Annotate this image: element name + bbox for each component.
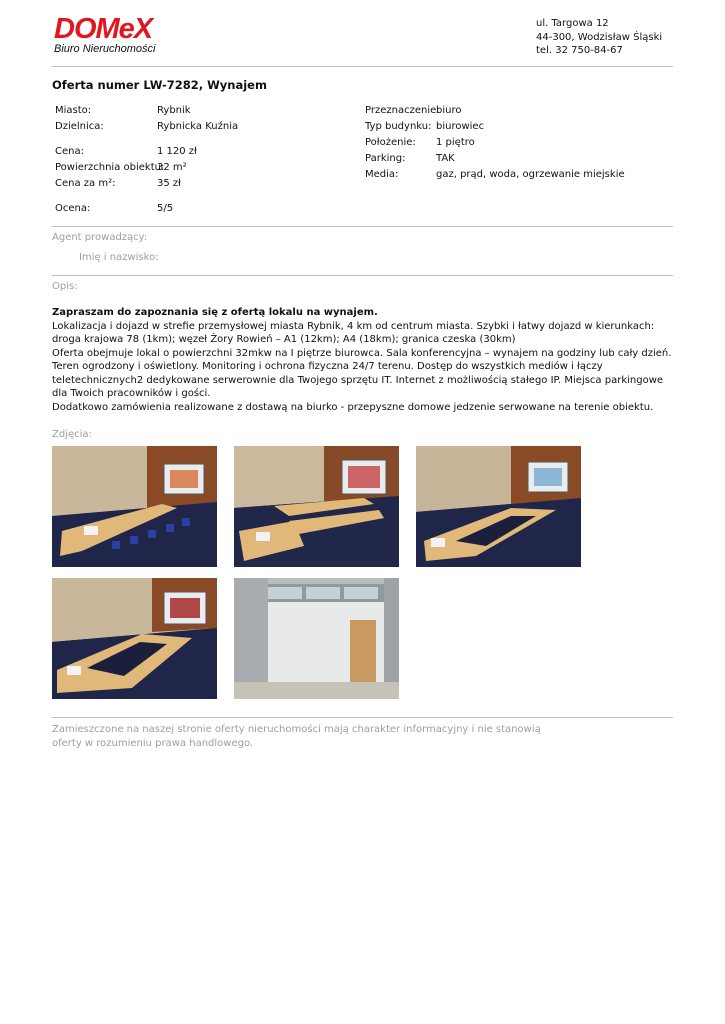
detail-value: 5/5 [157,203,174,214]
footer-disclaimer: Zamieszczone na naszej stronie oferty nieruchomości mają charakter informacyjny i nie stanowią oferty w rozumieniu prawa handlowego. [52,724,541,749]
detail-label: Media: [365,169,399,180]
photo-conference-room-3[interactable] [416,446,581,567]
photo-conference-room-4[interactable] [52,578,217,699]
description-paragraph: Lokalizacja i dojazd w strefie przemysłowej miasta Rybnik, 4 km od centrum miasta. Szybki i łatwy dojazd w kierunkach: droga krajowa 78 (1km); węzeł Żory Rowień – A1 (12km); A4 (18km); granica czeska (30km) [52,320,655,345]
address-city: 44-300, Wodzisław Śląski [536,31,663,43]
logo-text: DOMeX [54,13,153,45]
logo-subtitle: Biuro Nieruchomości [54,43,156,55]
description-lead: Zapraszam do zapoznania się z ofertą lokalu na wynajem. [52,307,378,318]
detail-value: 1 120 zł [157,146,197,157]
detail-label: Powierzchnia obiektu: [55,162,165,173]
detail-label: Miasto: [55,105,92,116]
detail-label: Cena: [55,146,84,157]
detail-value: Rybnik [157,105,191,116]
agent-name-label: Imię i nazwisko: [79,252,159,263]
offer-title: Oferta numer LW-7282, Wynajem [52,78,267,92]
detail-label: Dzielnica: [55,121,104,132]
detail-value: gaz, prąd, woda, ogrzewanie miejskie [436,169,625,180]
details-divider [52,226,673,227]
detail-value: biuro [436,105,462,116]
detail-label: Parking: [365,153,406,164]
detail-value: 1 piętro [436,137,475,148]
photo-conference-room-1[interactable] [52,446,217,567]
footer-divider [52,717,673,718]
detail-label: Cena za m²: [55,178,116,189]
photos-label: Zdjęcia: [52,429,92,440]
detail-value: TAK [436,153,455,164]
header-divider [52,66,673,67]
detail-value: Rybnicka Kuźnia [157,121,239,132]
detail-value: 32 m² [157,162,187,173]
detail-label: Położenie: [365,137,416,148]
company-address [536,17,662,58]
description-label: Opis: [52,281,78,292]
photo-empty-office[interactable] [234,578,399,699]
description-body [52,306,677,414]
address-phone: tel. 32 750-84-67 [536,45,623,56]
detail-label: Typ budynku: [365,121,432,132]
detail-value: biurowiec [436,121,485,132]
agent-label: Agent prowadzący: [52,232,148,243]
description-paragraph: Dodatkowo zamówienia realizowane z dostawą na biurko - przepyszne domowe jedzenie serwowane na terenie obiektu. [52,401,654,413]
detail-label: Ocena: [55,203,91,214]
photo-conference-room-2[interactable] [234,446,399,567]
description-paragraph: Oferta obejmuje lokal o powierzchni 32mkw na I piętrze biurowca. Sala konferencyjna – wynajem na godziny lub cały dzień. Teren ogrodzony i oświetlony. Monitoring i ochrona fizyczna 24/7 terenu. Dostęp do wszystkich mediów i łączy teletechnicznych2 dedykowane serwerownie dla Twojego sprzętu IT. Internet z możliwością stałego IP. Miejsca parkingowe dla Twoich pracowników i gości. [52,347,672,399]
company-logo [54,14,155,55]
agent-divider [52,275,673,276]
address-street: ul. Targowa 12 [536,18,609,29]
detail-label: Przeznaczenie: [365,105,440,116]
detail-value: 35 zł [157,178,181,189]
